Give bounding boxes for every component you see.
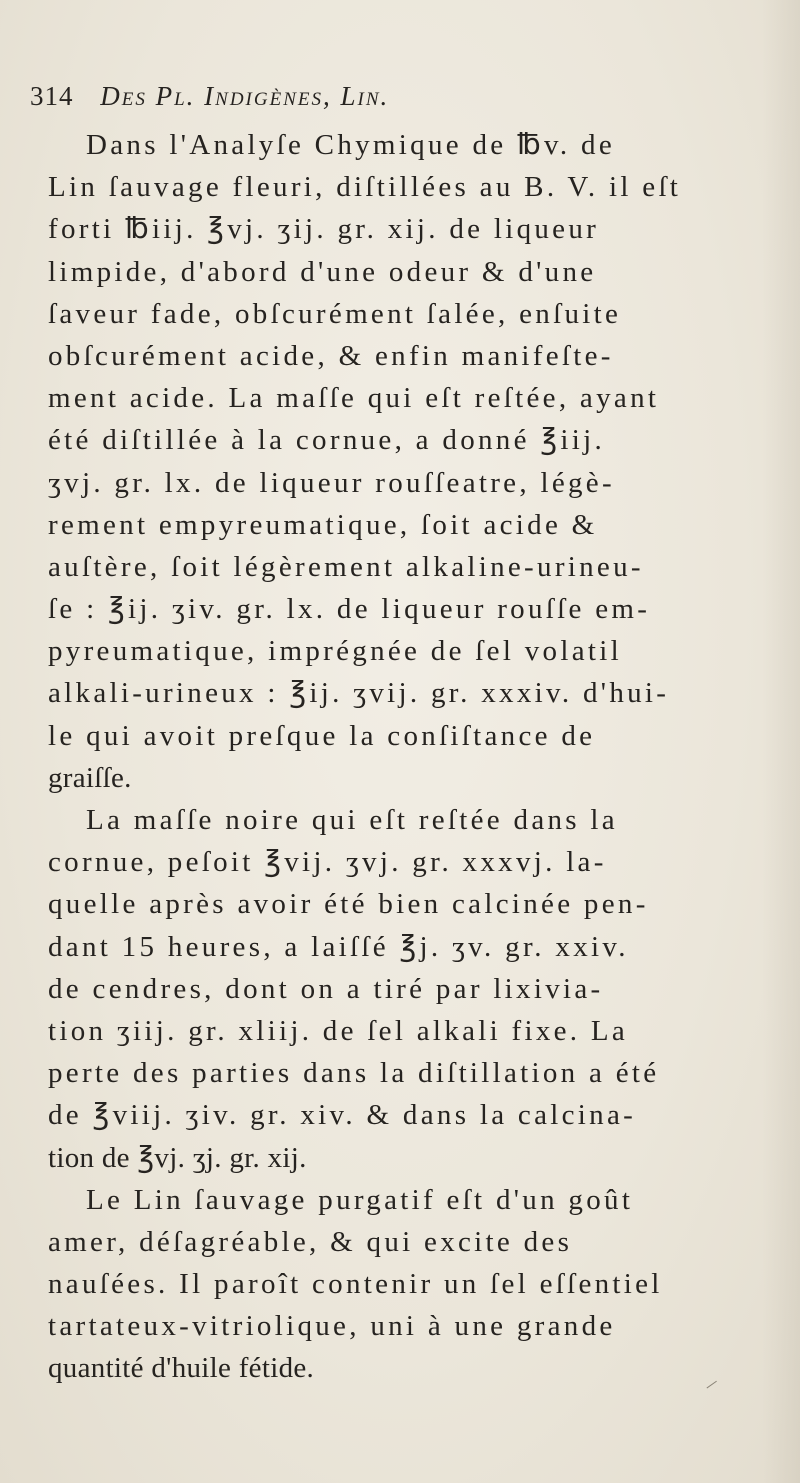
text-line: Le Lin ſauvage purgatif eſt d'un goût (86, 1183, 634, 1216)
text-line: limpide, d'abord d'une odeur & d'une (48, 255, 597, 288)
text-line: amer, déſagréable, & qui excite des (48, 1225, 573, 1258)
text-line: de cendres, dont on a tiré par lixivia- (48, 972, 604, 1005)
text-line: de ℥viij. ʒiv. gr. xiv. & dans la calcina- (48, 1099, 637, 1132)
text-line: nauſées. Il paroît contenir un ſel eſſentiel (48, 1268, 663, 1301)
text-line: dant 15 heures, a laiſſé ℥j. ʒv. gr. xxiv. (48, 930, 629, 963)
text-line: cornue, peſoit ℥vij. ʒvj. gr. xxxvj. la- (48, 846, 607, 879)
body-text (48, 124, 766, 1390)
text-line: forti ℔iij. ℥vj. ʒij. gr. xij. de liqueur (48, 213, 600, 246)
text-line: Dans l'Analyſe Chymique de ℔v. de (86, 129, 615, 161)
text-line: tion ʒiij. gr. xliij. de ſel alkali fixe. La (48, 1014, 629, 1047)
text-line: ſaveur fade, obſcurément ſalée, enſuite (48, 297, 622, 330)
text-line: tion de ℥vj. ʒj. gr. xij. (48, 1141, 307, 1174)
text-line: quelle après avoir été bien calcinée pen- (48, 888, 649, 921)
text-line: graiſſe. (48, 761, 132, 794)
text-line: Lin ſauvage fleuri, diſtillées au B. V. il eſt (48, 171, 682, 204)
text-line: La maſſe noire qui eſt reſtée dans la (86, 804, 618, 836)
page-number: 314 (30, 81, 74, 111)
text-line: perte des parties dans la diſtillation a été (48, 1057, 660, 1090)
text-line: obſcurément acide, & enfin manifeſte- (48, 339, 614, 372)
text-line: ʒvj. gr. lx. de liqueur rouſſeatre, légè- (48, 466, 615, 499)
text-line: tartateux-vitriolique, uni à une grande (48, 1310, 616, 1343)
text-line: auſtère, ſoit légèrement alkaline-urineu- (48, 550, 644, 583)
text-line: quantité d'huile fétide. (48, 1352, 315, 1385)
text-line: ment acide. La maſſe qui eſt reſtée, ayant (48, 382, 660, 415)
running-title: Des Pl. Indigènes, Lin. (100, 81, 390, 111)
text-line: rement empyreumatique, ſoit acide & (48, 508, 598, 541)
text-line: pyreumatique, imprégnée de ſel volatil (48, 635, 622, 668)
text-line: ſe : ℥ij. ʒiv. gr. lx. de liqueur rouſſe em- (48, 593, 651, 626)
text-line: été diſtillée à la cornue, a donné ℥iij. (48, 424, 606, 457)
text-line: alkali-urineux : ℥ij. ʒvij. gr. xxxiv. d'hui- (48, 677, 670, 710)
page-header (30, 76, 720, 116)
page-edge-shading (762, 0, 800, 1483)
text-line: le qui avoit preſque la conſiſtance de (48, 719, 596, 752)
